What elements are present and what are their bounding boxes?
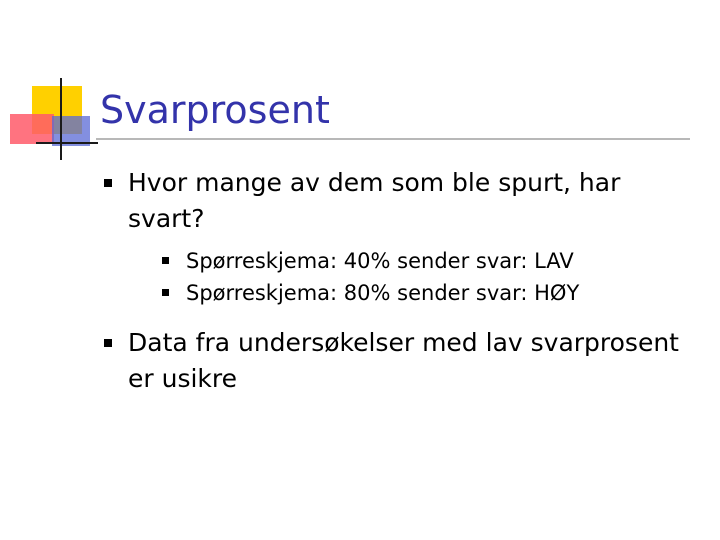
- bullet-item-1: [100, 165, 700, 309]
- logo-red-square: [10, 114, 54, 144]
- bullet-item-2: [100, 325, 700, 397]
- slide-title: Svarprosent: [100, 88, 330, 132]
- sub-bullet-text: Spørreskjema: 80% sender svar: HØY: [186, 281, 580, 305]
- logo-vertical-line: [60, 78, 62, 160]
- slide-content: [100, 165, 700, 397]
- sub-bullet-list: [128, 245, 700, 309]
- decorative-logo: [0, 0, 100, 170]
- square-bullet-icon: [162, 289, 169, 296]
- logo-horizontal-line: [36, 142, 98, 144]
- bullet-text: Data fra undersøkelser med lav svarprosent er usikre: [128, 328, 679, 393]
- sub-bullet-item-1: [162, 245, 700, 277]
- square-bullet-icon: [104, 339, 112, 347]
- bullet-text: Hvor mange av dem som ble spurt, har svart?: [128, 168, 621, 233]
- sub-bullet-text: Spørreskjema: 40% sender svar: LAV: [186, 249, 574, 273]
- square-bullet-icon: [104, 179, 112, 187]
- sub-bullet-item-2: [162, 277, 700, 309]
- square-bullet-icon: [162, 257, 169, 264]
- title-divider: [96, 138, 690, 140]
